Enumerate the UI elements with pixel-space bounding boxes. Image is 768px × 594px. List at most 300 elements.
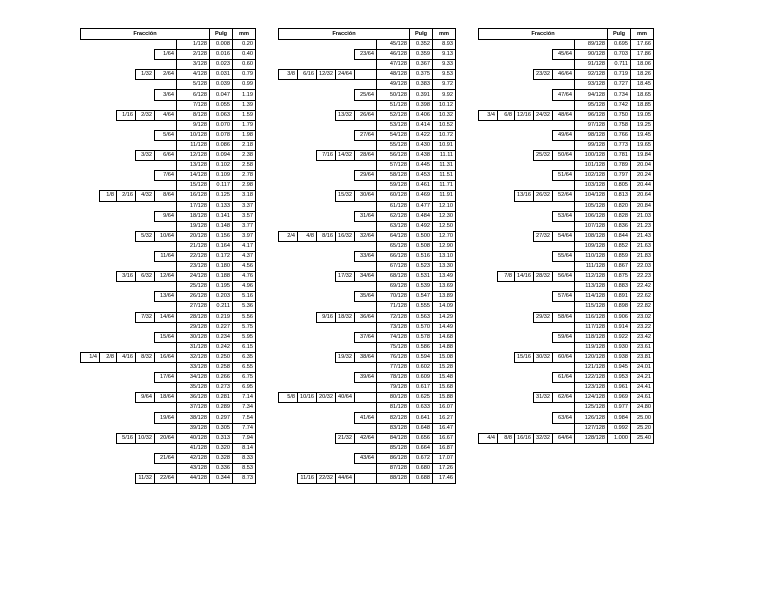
table-row	[279, 463, 456, 473]
table-cell: 2/32	[136, 110, 155, 120]
table-cell: 119/128	[575, 342, 608, 352]
table-cell: 2.18	[233, 140, 256, 150]
table-row	[479, 383, 654, 393]
table-cell: 20.04	[631, 161, 654, 171]
table-cell	[317, 171, 336, 181]
table-cell: 4.96	[233, 282, 256, 292]
table-cell	[136, 221, 155, 231]
table-cell	[81, 171, 100, 181]
table-cell	[117, 322, 136, 332]
table-cell: 78/128	[377, 373, 410, 383]
table-cell	[117, 383, 136, 393]
table-cell: 60/128	[377, 191, 410, 201]
table-cell: 115/128	[575, 302, 608, 312]
table-cell: 32/128	[177, 352, 210, 362]
table-cell: 31/32	[534, 393, 553, 403]
table-cell	[336, 453, 355, 463]
table-cell: 118/128	[575, 332, 608, 342]
table-cell: 2.98	[233, 181, 256, 191]
table-cell: 0.414	[410, 120, 433, 130]
table-cell	[336, 140, 355, 150]
table-cell: 0.539	[410, 282, 433, 292]
table-cell: 19/128	[177, 221, 210, 231]
table-cell	[81, 474, 100, 484]
table-cell: 27/32	[534, 231, 553, 241]
table-cell: 28/64	[355, 151, 377, 161]
table-cell	[317, 272, 336, 282]
table-cell	[498, 90, 515, 100]
table-cell	[479, 373, 498, 383]
table-cell	[81, 70, 100, 80]
table-cell: 0.523	[410, 262, 433, 272]
table-cell: 120/128	[575, 352, 608, 362]
table-cell: 0.719	[608, 70, 631, 80]
table-cell	[117, 474, 136, 484]
table-cell: 96/128	[575, 110, 608, 120]
table-cell: 5/32	[136, 231, 155, 241]
table-cell: 3/16	[117, 272, 136, 282]
table-row	[279, 50, 456, 60]
table-cell	[117, 70, 136, 80]
table-cell: 15/32	[336, 191, 355, 201]
table-cell	[336, 50, 355, 60]
table-cell: 44/128	[177, 474, 210, 484]
table-cell	[279, 161, 298, 171]
table-cell: 24.41	[631, 383, 654, 393]
table-cell: 0.617	[410, 383, 433, 393]
table-row	[479, 363, 654, 373]
table-cell: 0.109	[210, 171, 233, 181]
table-cell: 15/128	[177, 181, 210, 191]
table-row	[81, 363, 256, 373]
table-cell: 68/128	[377, 272, 410, 282]
table-cell	[479, 363, 498, 373]
table-cell	[279, 342, 298, 352]
table-cell	[498, 201, 515, 211]
table-cell: 21.43	[631, 231, 654, 241]
table-cell	[279, 110, 298, 120]
table-cell	[136, 90, 155, 100]
column-header-mm: mm	[433, 29, 456, 40]
table-cell: 0.883	[608, 282, 631, 292]
table-cell: 111/128	[575, 262, 608, 272]
table-cell	[515, 383, 534, 393]
table-cell: 24/64	[336, 70, 355, 80]
table-cell: 23/32	[534, 70, 553, 80]
table-cell: 16/16	[515, 433, 534, 443]
table-cell: 17/64	[155, 373, 177, 383]
table-row	[279, 40, 456, 50]
table-cell	[81, 80, 100, 90]
table-cell	[355, 60, 377, 70]
table-cell: 14.49	[433, 322, 456, 332]
table-cell	[81, 312, 100, 322]
table-cell	[279, 100, 298, 110]
table-cell: 12.90	[433, 241, 456, 251]
table-row	[279, 151, 456, 161]
table-cell	[117, 60, 136, 70]
table-cell	[498, 60, 515, 70]
table-cell: 0.555	[410, 302, 433, 312]
table-cell	[117, 332, 136, 342]
table-cell	[515, 80, 534, 90]
table-cell	[553, 120, 575, 130]
table-cell: 50/64	[553, 151, 575, 161]
table-cell	[498, 363, 515, 373]
table-cell: 20.24	[631, 171, 654, 181]
table-cell	[336, 100, 355, 110]
table-cell	[100, 302, 117, 312]
table-cell	[81, 393, 100, 403]
table-cell: 0.969	[608, 393, 631, 403]
table-cell: 21/64	[155, 453, 177, 463]
table-cell: 71/128	[377, 302, 410, 312]
table-cell	[279, 40, 298, 50]
table-cell: 17.46	[433, 474, 456, 484]
table-cell	[515, 393, 534, 403]
table-row	[81, 151, 256, 161]
table-cell: 97/128	[575, 120, 608, 130]
table-cell	[515, 322, 534, 332]
table-cell: 24/128	[177, 272, 210, 282]
table-cell	[534, 251, 553, 261]
table-cell: 20.64	[631, 191, 654, 201]
table-cell	[355, 40, 377, 50]
table-cell	[317, 373, 336, 383]
table-cell	[279, 211, 298, 221]
table-cell: 61/128	[377, 201, 410, 211]
table-cell	[81, 100, 100, 110]
table-row	[81, 453, 256, 463]
table-cell	[155, 241, 177, 251]
table-cell	[117, 90, 136, 100]
table-row	[81, 130, 256, 140]
table-cell: 63/128	[377, 221, 410, 231]
table-cell: 0.789	[608, 161, 631, 171]
table-cell: 23.02	[631, 312, 654, 322]
table-cell	[534, 363, 553, 373]
table-cell	[298, 130, 317, 140]
table-cell: 0.797	[608, 171, 631, 181]
table-cell: 0.391	[410, 90, 433, 100]
table-cell: 32/32	[534, 433, 553, 443]
table-cell: 4/64	[155, 110, 177, 120]
table-cell: 114/128	[575, 292, 608, 302]
table-cell	[136, 423, 155, 433]
table-row	[279, 241, 456, 251]
table-cell: 25/128	[177, 282, 210, 292]
table-cell	[336, 40, 355, 50]
table-cell: 0.945	[608, 363, 631, 373]
table-row	[81, 171, 256, 181]
table-row	[479, 231, 654, 241]
conversion-table-2	[278, 28, 456, 484]
table-cell	[355, 463, 377, 473]
table-cell: 43/64	[355, 453, 377, 463]
table-row	[279, 443, 456, 453]
table-cell	[279, 292, 298, 302]
table-cell: 0.656	[410, 433, 433, 443]
table-cell	[515, 201, 534, 211]
table-cell: 121/128	[575, 363, 608, 373]
table-cell	[355, 241, 377, 251]
table-cell: 0.063	[210, 110, 233, 120]
table-cell: 11/128	[177, 140, 210, 150]
table-row	[279, 100, 456, 110]
table-cell: 31/128	[177, 342, 210, 352]
table-cell: 25/64	[355, 90, 377, 100]
table-cell: 21.23	[631, 221, 654, 231]
table-cell: 10.91	[433, 140, 456, 150]
table-cell	[336, 342, 355, 352]
table-cell	[515, 241, 534, 251]
table-cell: 1.19	[233, 90, 256, 100]
table-cell	[136, 100, 155, 110]
table-cell	[515, 161, 534, 171]
table-cell	[336, 443, 355, 453]
table-cell: 7.34	[233, 403, 256, 413]
table-cell: 5/64	[155, 130, 177, 140]
column-header-pulg: Pulg	[410, 29, 433, 40]
table-cell	[81, 302, 100, 312]
table-cell: 4.76	[233, 272, 256, 282]
table-cell: 0.898	[608, 302, 631, 312]
table-cell	[479, 292, 498, 302]
table-cell: 69/128	[377, 282, 410, 292]
table-cell	[498, 322, 515, 332]
table-cell: 34/64	[355, 272, 377, 282]
table-cell	[298, 463, 317, 473]
table-cell: 16/32	[336, 231, 355, 241]
table-cell	[355, 100, 377, 110]
table-cell	[317, 161, 336, 171]
table-cell: 48/64	[553, 110, 575, 120]
table-cell	[279, 120, 298, 130]
table-cell	[298, 443, 317, 453]
table-cell	[498, 221, 515, 231]
table-cell	[317, 140, 336, 150]
table-cell: 20.44	[631, 181, 654, 191]
table-cell	[553, 383, 575, 393]
table-cell: 0.039	[210, 80, 233, 90]
table-row	[479, 171, 654, 181]
table-cell: 18/64	[155, 393, 177, 403]
table-cell	[117, 130, 136, 140]
table-cell	[298, 110, 317, 120]
table-cell: 0.805	[608, 181, 631, 191]
table-cell	[279, 151, 298, 161]
table-cell	[336, 80, 355, 90]
table-cell: 9.13	[433, 50, 456, 60]
table-cell	[117, 463, 136, 473]
table-cell	[479, 312, 498, 322]
table-cell: 0.891	[608, 292, 631, 302]
table-cell: 0.141	[210, 211, 233, 221]
table-cell	[298, 90, 317, 100]
table-cell	[553, 201, 575, 211]
table-cell: 46/64	[553, 70, 575, 80]
table-row	[279, 282, 456, 292]
table-cell: 0.398	[410, 100, 433, 110]
table-cell: 18.26	[631, 70, 654, 80]
table-cell: 11/64	[155, 251, 177, 261]
table-cell	[317, 443, 336, 453]
table-cell	[534, 90, 553, 100]
table-cell: 63/64	[553, 413, 575, 423]
table-cell: 7/32	[136, 312, 155, 322]
table-cell: 0.79	[233, 70, 256, 80]
table-row	[81, 282, 256, 292]
table-cell	[155, 120, 177, 130]
table-cell	[279, 181, 298, 191]
table-cell: 31/64	[355, 211, 377, 221]
table-row	[81, 302, 256, 312]
table-cell	[81, 262, 100, 272]
table-cell: 23.81	[631, 352, 654, 362]
table-row	[279, 251, 456, 261]
table-cell: 113/128	[575, 282, 608, 292]
table-cell	[117, 423, 136, 433]
table-cell	[355, 403, 377, 413]
table-cell	[155, 322, 177, 332]
table-cell	[100, 474, 117, 484]
table-cell	[298, 251, 317, 261]
table-row	[279, 403, 456, 413]
table-cell	[100, 342, 117, 352]
table-cell: 44/64	[336, 474, 355, 484]
table-cell: 0.820	[608, 201, 631, 211]
table-cell	[479, 181, 498, 191]
table-cell	[355, 423, 377, 433]
table-cell	[534, 383, 553, 393]
table-cell: 6.35	[233, 352, 256, 362]
table-row	[479, 100, 654, 110]
table-cell: 89/128	[575, 40, 608, 50]
table-cell	[336, 171, 355, 181]
table-cell: 14/16	[515, 272, 534, 282]
table-cell: 0.016	[210, 50, 233, 60]
table-cell: 41/64	[355, 413, 377, 423]
table-cell: 0.234	[210, 332, 233, 342]
table-cell: 15.48	[433, 373, 456, 383]
table-cell	[100, 201, 117, 211]
table-row	[479, 272, 654, 282]
table-cell: 0.352	[410, 40, 433, 50]
table-cell	[81, 90, 100, 100]
table-row	[479, 120, 654, 130]
table-cell	[317, 120, 336, 130]
table-row	[279, 231, 456, 241]
table-cell	[136, 211, 155, 221]
table-cell	[298, 332, 317, 342]
table-cell	[81, 332, 100, 342]
table-cell: 74/128	[377, 332, 410, 342]
table-row	[81, 221, 256, 231]
table-cell	[117, 443, 136, 453]
table-cell: 24.80	[631, 403, 654, 413]
table-cell	[100, 211, 117, 221]
table-cell: 4/4	[479, 433, 498, 443]
table-cell	[279, 251, 298, 261]
table-cell: 1/16	[117, 110, 136, 120]
table-row	[279, 120, 456, 130]
table-cell: 4.56	[233, 262, 256, 272]
table-cell	[515, 292, 534, 302]
table-cell: 86/128	[377, 453, 410, 463]
table-cell: 0.469	[410, 191, 433, 201]
table-cell	[100, 443, 117, 453]
table-cell	[100, 151, 117, 161]
table-cell: 0.586	[410, 342, 433, 352]
table-cell: 8/8	[498, 433, 515, 443]
table-cell	[136, 342, 155, 352]
table-cell	[515, 342, 534, 352]
table-cell	[117, 262, 136, 272]
table-cell: 40/64	[336, 393, 355, 403]
table-cell	[279, 272, 298, 282]
table-cell: 7.94	[233, 433, 256, 443]
table-cell: 6/16	[298, 70, 317, 80]
table-cell	[136, 262, 155, 272]
table-cell: 29/32	[534, 312, 553, 322]
table-cell: 20/32	[317, 393, 336, 403]
table-cell: 5.56	[233, 312, 256, 322]
table-cell: 59/64	[553, 332, 575, 342]
table-cell: 0.219	[210, 312, 233, 322]
table-row	[81, 120, 256, 130]
table-cell: 52/64	[553, 191, 575, 201]
table-cell: 0.922	[608, 332, 631, 342]
table-cell: 0.711	[608, 60, 631, 70]
table-cell: 128/128	[575, 433, 608, 443]
table-cell: 22.23	[631, 272, 654, 282]
table-cell: 0.992	[608, 423, 631, 433]
table-cell: 17.26	[433, 463, 456, 473]
table-cell	[100, 463, 117, 473]
table-cell: 14/32	[336, 151, 355, 161]
table-cell	[317, 201, 336, 211]
table-row	[81, 292, 256, 302]
table-row	[479, 90, 654, 100]
table-cell	[515, 231, 534, 241]
table-cell	[279, 140, 298, 150]
table-cell	[336, 403, 355, 413]
table-cell	[498, 40, 515, 50]
table-cell	[355, 201, 377, 211]
table-cell	[355, 363, 377, 373]
table-cell: 81/128	[377, 403, 410, 413]
table-cell: 25/32	[534, 151, 553, 161]
table-cell: 15.88	[433, 393, 456, 403]
table-cell: 1/8	[100, 191, 117, 201]
table-cell: 10.12	[433, 100, 456, 110]
table-row	[479, 282, 654, 292]
table-cell	[100, 332, 117, 342]
table-cell: 79/128	[377, 383, 410, 393]
table-cell: 12/32	[317, 70, 336, 80]
table-cell: 12/128	[177, 151, 210, 161]
table-cell: 75/128	[377, 342, 410, 352]
table-cell: 0.492	[410, 221, 433, 231]
table-cell: 45/128	[377, 40, 410, 50]
table-cell	[155, 463, 177, 473]
table-cell	[553, 221, 575, 231]
table-cell	[317, 50, 336, 60]
table-row	[479, 262, 654, 272]
table-cell	[117, 282, 136, 292]
table-row	[479, 151, 654, 161]
table-cell: 19.65	[631, 140, 654, 150]
